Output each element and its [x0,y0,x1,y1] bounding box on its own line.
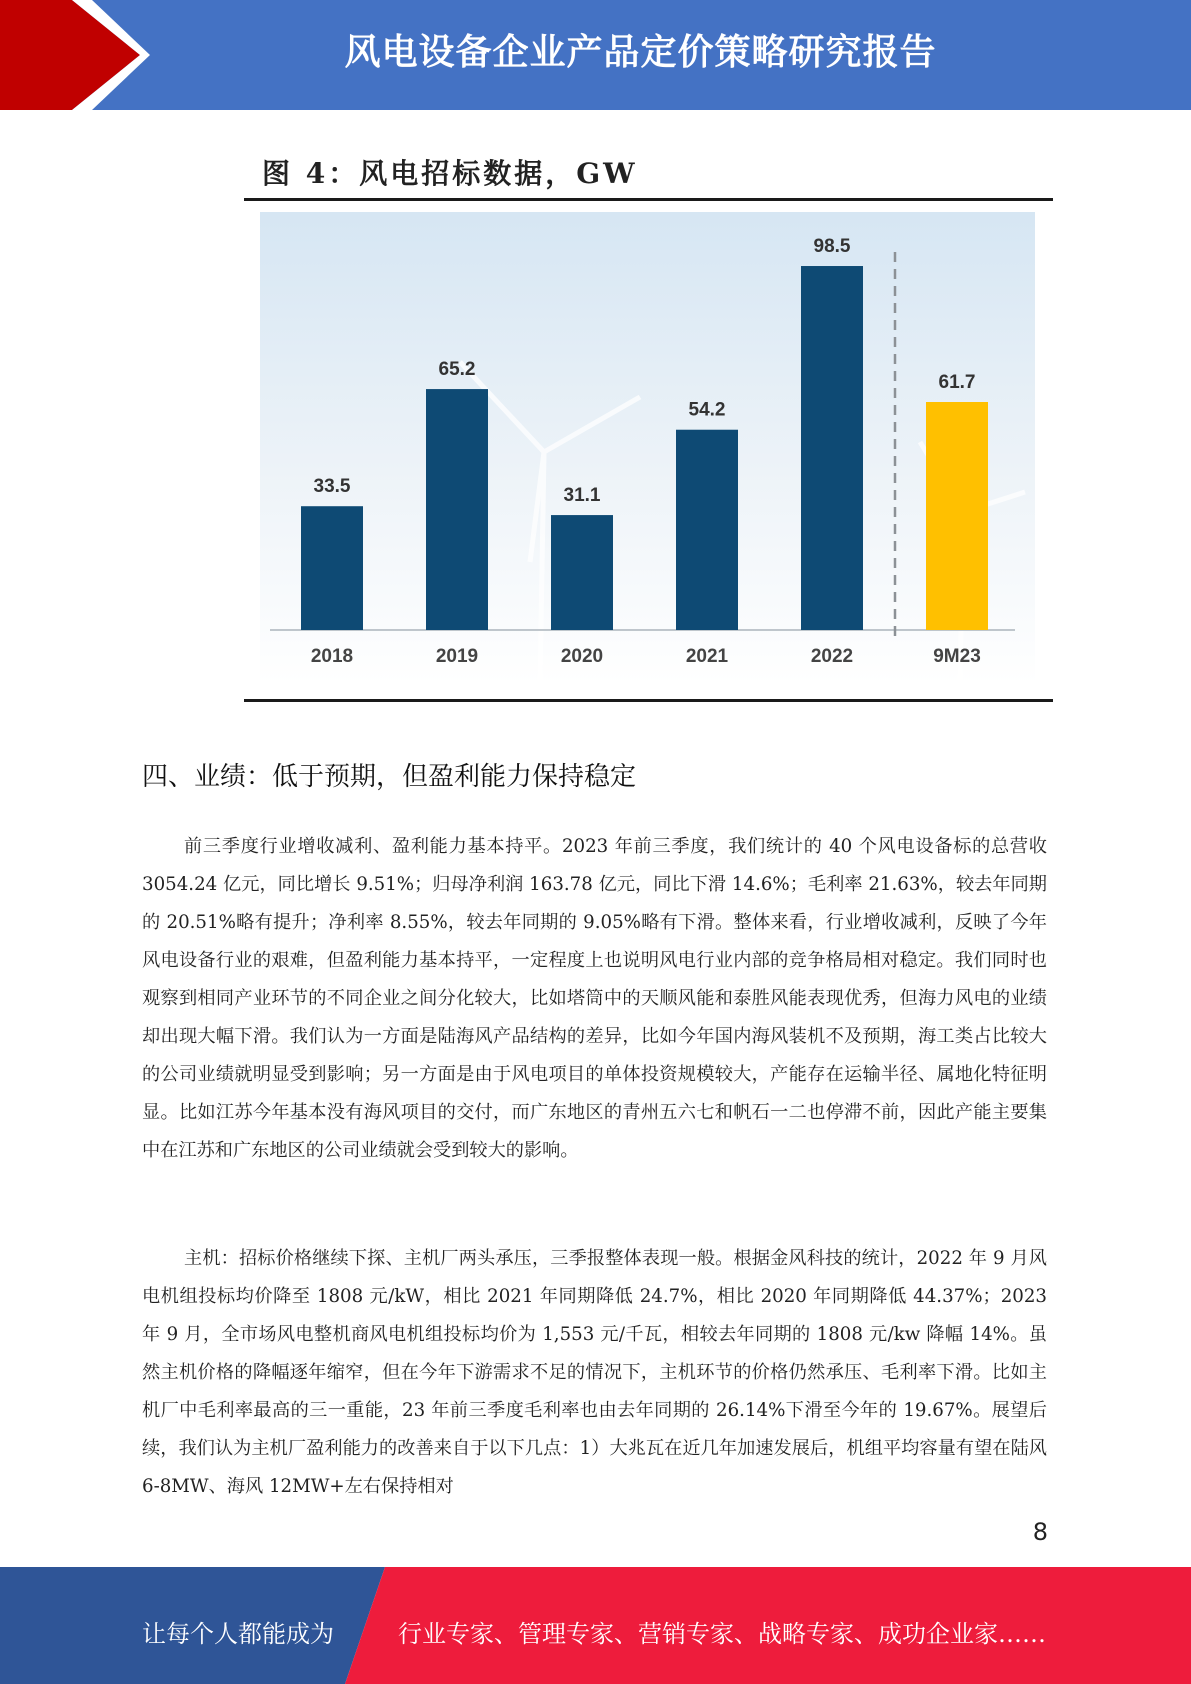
figure-title: 图 4：风电招标数据，GW [262,157,638,190]
value-label-2018: 33.5 [313,476,351,498]
category-label-2020: 2020 [560,646,604,667]
page-number: 8 [1032,1518,1048,1546]
section-heading: 四、业绩：低于预期，但盈利能力保持稳定 [142,762,637,792]
category-label-2019: 2019 [435,646,479,667]
bar-2018 [301,506,363,630]
header-arrow-icon [0,0,150,110]
value-label-9M23: 61.7 [938,372,976,394]
bar-2021 [676,430,738,630]
report-title: 风电设备企业产品定价策略研究报告 [344,32,937,73]
bar-2022 [801,266,863,630]
category-label-2022: 2022 [810,646,854,667]
value-label-2022: 98.5 [813,236,851,258]
value-label-2021: 54.2 [688,399,726,421]
figure-top-rule [244,198,1053,201]
bar-2019 [426,389,488,630]
body-paragraph: 主机：招标价格继续下探、主机厂两头承压，三季报整体表现一般。根据金风科技的统计，2022 年 9 月风电机组投标均价降至 1808 元/kW，相比 2021 年同期降低 24.7%，相比 2020 年同期降低 44.37%；2023 年 9 月，全市场风电整机商风电机组投标均价为 1,553 元/千瓦，相较去年同期的 1808 元/kw 降幅 14%。虽然主机价格的降幅逐年缩窄，但在今年下游需求不足的情况下，主机环节的价格仍然承压、毛利率下滑。比如主机厂中毛利率最高的三一重能，23 年前三季度毛利率也由去年同期的 26.14%下滑至今年的 19.67%。展望后续，我们认为主机厂盈利能力的改善来自于以下几点：1）大兆瓦在近几年加速发展后，机组平均容量有望在陆风 6-8MW、海风 12MW+左右保持相对 [142,1248,1047,1497]
category-label-2021: 2021 [685,646,729,667]
footer-slogan-left: 让每个人都能成为 [142,1620,334,1648]
figure-bottom-rule [244,699,1053,702]
page-header [0,0,1191,110]
bar-9M23 [926,402,988,630]
body-paragraph: 前三季度行业增收减利、盈利能力基本持平。2023 年前三季度，我们统计的 40 个风电设备标的总营收 3054.24 亿元，同比增长 9.51%；归母净利润 163.78 亿元，同比下滑 14.6%；毛利率 21.63%，较去年同期的 20.51%略有提升；净利率 8.55%，较去年同期的 9.05%略有下滑。整体来看，行业增收减利，反映了今年风电设备行业的艰难，但盈利能力基本持平，一定程度上也说明风电行业内部的竞争格局相对稳定。我们同时也观察到相同产业环节的不同企业之间分化较大，比如塔筒中的天顺风能和泰胜风能表现优秀，但海力风电的业绩却出现大幅下滑。我们认为一方面是陆海风产品结构的差异，比如今年国内海风装机不及预期，海工类占比较大的公司业绩就明显受到影响；另一方面是由于风电项目的单体投资规模较大，产能存在运输半径、属地化特征明显。比如江苏今年基本没有海风项目的交付，而广东地区的青州五六七和帆石一二也停滞不前，因此产能主要集中在江苏和广东地区的公司业绩就会受到较大的影响。 [142,836,1047,1161]
category-label-2018: 2018 [310,646,354,667]
value-label-2020: 31.1 [563,485,601,507]
bar-2020 [551,515,613,630]
value-label-2019: 65.2 [438,359,476,381]
chart-background [260,212,1035,684]
bar-chart [260,212,1035,684]
footer-slogan-right: 行业专家、管理专家、营销专家、战略专家、成功企业家…… [398,1620,1046,1648]
category-label-9M23: 9M23 [933,646,981,667]
